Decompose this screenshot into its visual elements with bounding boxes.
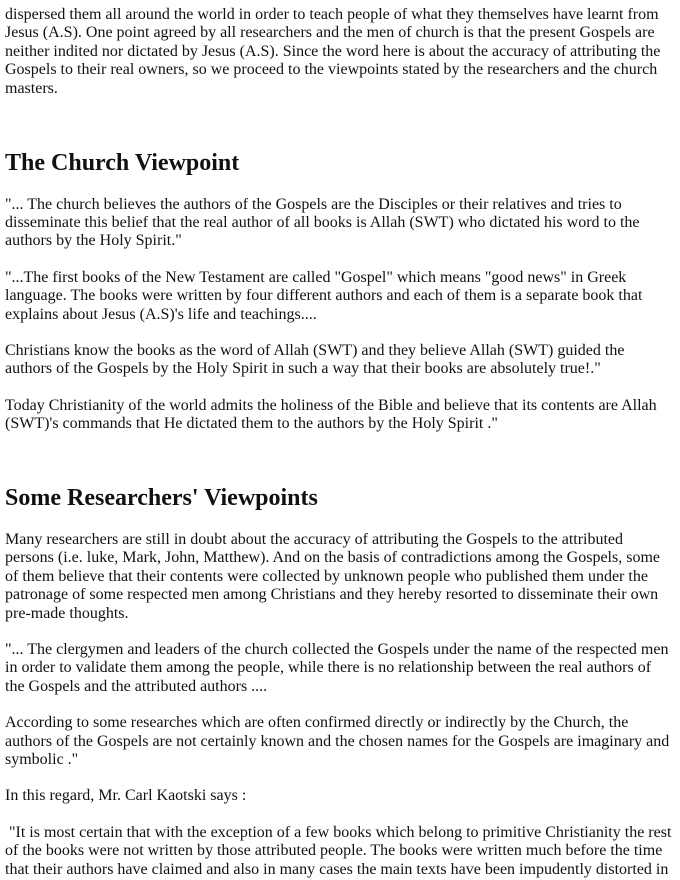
document-body [5,6,676,879]
paragraph-kaotski-quote-cutoff: "It is most certain that with the exception of a few books which belong to primitive Christianity the rest of the books were not written by those attributed people. The books were written much before the time that their authors have claimed and also in many cases the main texts have been impudently distorted in [5,823,676,878]
paragraph-intro-continuation: dispersed them all around the world in order to teach people of what they themselves have learnt from Jesus (A.S). One point agreed by all researchers and the men of church is that the present Gospels are neither indited nor dictated by Jesus (A.S). Since the word here is about the accuracy of attributing the Gospels to their real owners, so we proceed to the viewpoints stated by the researchers and the church masters. [5,6,661,97]
paragraph-many-researchers-doubt: Many researchers are still in doubt about the accuracy of attributing the Gospels to the attributed persons (i.e. luke, Mark, John, Matthew). And on the basis of contradictions among the Gospels, some of them believe that their contents were collected by unknown people who published them under the patronage of some respected men among Christians and they hereby resorted to disseminate their own pre-made thoughts. [5,531,660,622]
section-heading-church-viewpoint: The Church Viewpoint [5,149,240,176]
paragraph-according-to-researches: According to some researches which are often confirmed directly or indirectly by the Church, the authors of the Gospels are not certainly known and the chosen names for the Gospels are imaginary and symbolic ." [5,714,670,768]
paragraph-first-books-quote: "...The first books of the New Testament are called "Gospel" which means "good news" in Greek language. The books were written by four different authors and each of them is a separate book that explains about Jesus (A.S)'s life and teachings.... [5,268,643,323]
paragraph-clergymen-collected-quote: "... The clergymen and leaders of the church collected the Gospels under the name of the respected men in order to validate them among the people, while there is no relationship between the real authors of the Gospels and the attributed authors .... [5,641,669,695]
section-heading-researchers-viewpoints: Some Researchers' Viewpoints [5,485,318,512]
paragraph-church-belief-quote: "... The church believes the authors of the Gospels are the Disciples or their relatives and tries to disseminate this belief that the real author of all books is Allah (SWT) who dictated his word to the authors by the Holy Spirit." [5,195,640,250]
paragraph-christians-know-books: Christians know the books as the word of Allah (SWT) and they believe Allah (SWT) guided the authors of the Gospels by the Holy Spirit in such a way that their books are absolutely true!." [5,341,625,378]
paragraph-today-christianity: Today Christianity of the world admits the holiness of the Bible and believe that its contents are Allah (SWT)'s commands that He dictated them to the authors by the Holy Spirit ." [5,396,657,433]
paragraph-carl-kaotski-intro: In this regard, Mr. Carl Kaotski says : [5,787,247,805]
